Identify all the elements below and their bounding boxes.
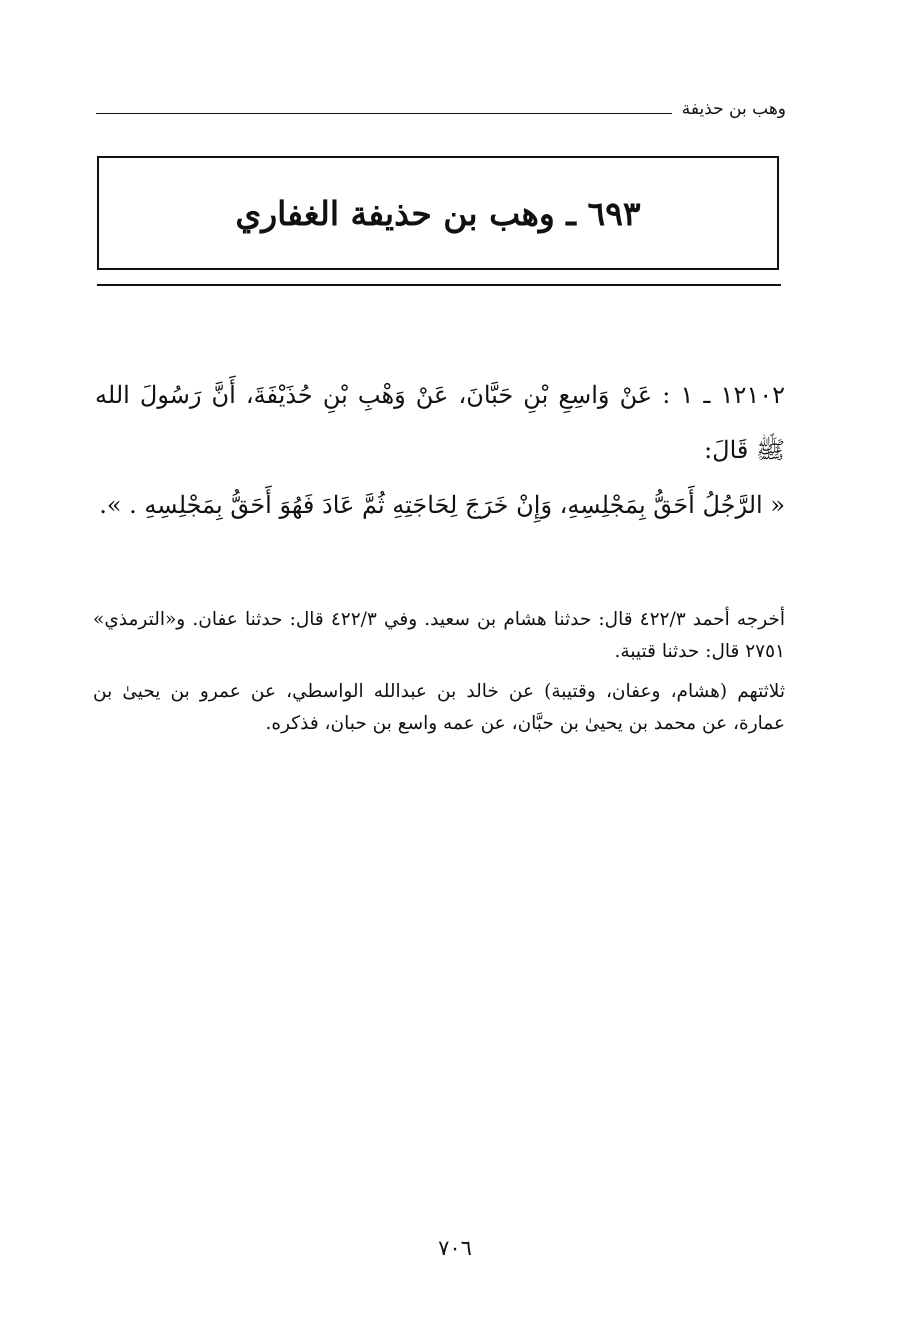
title-divider — [97, 284, 781, 286]
takhrij-paragraph-2: ثلاثتهم (هشام، وعفان، وقتيبة) عن خالد بن عبدالله الواسطي، عن عمرو بن يحيىٰ بن عمارة، عن محمد بن يحيىٰ بن حبَّان، عن عمه واسع بن حبان، فذكره. — [93, 681, 785, 734]
hadith-text — [95, 368, 785, 533]
takhrij-notes — [93, 604, 785, 740]
running-head-rule — [96, 113, 672, 114]
takhrij-paragraph-1: أخرجه أحمد ٤٢٢/٣ قال: حدثنا هشام بن سعيد. وفي ٤٢٢/٣ قال: حدثنا عفان. و«الترمذي» ٢٧٥١ قال: حدثنا قتيبة. — [93, 609, 785, 662]
running-head-text: وهب بن حذيفة — [681, 99, 786, 119]
chapter-title-box — [97, 156, 779, 270]
page-number: ٧٠٦ — [438, 1236, 472, 1260]
chapter-title: ٦٩٣ ـ وهب بن حذيفة الغفاري — [235, 193, 641, 233]
hadith-isnad: ١٢١٠٢ ـ ١ : عَنْ وَاسِعِ بْنِ حَبَّانَ، عَنْ وَهْبِ بْنِ حُذَيْفَةَ، أَنَّ رَسُولَ الله ﷺ قَالَ: — [95, 381, 785, 464]
running-head — [96, 90, 786, 120]
hadith-matn: « الرَّجُلُ أَحَقُّ بِمَجْلِسِهِ، وَإِنْ خَرَجَ لِحَاجَتِهِ ثُمَّ عَادَ فَهُوَ أَحَقُّ بِمَجْلِسِهِ . ». — [99, 491, 785, 519]
